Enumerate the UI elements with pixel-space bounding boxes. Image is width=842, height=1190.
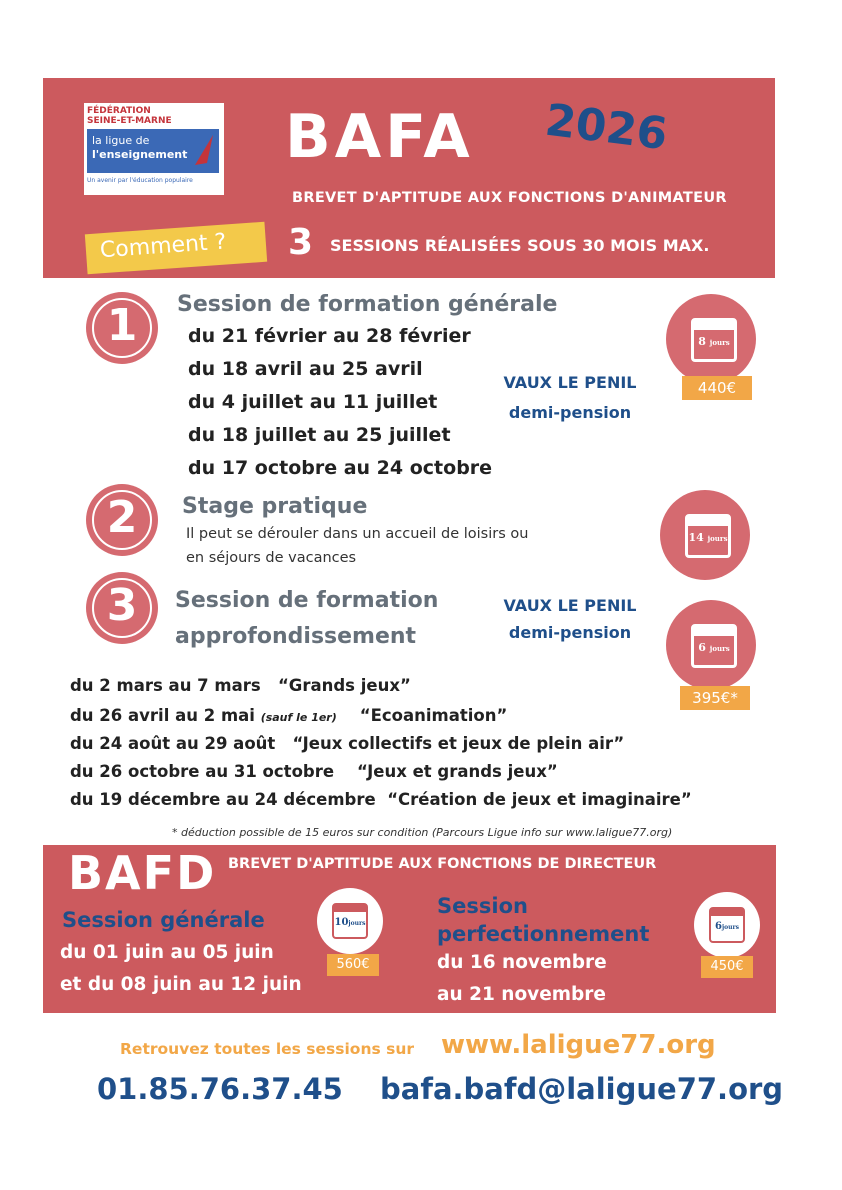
bafd-perf-price: 450€ — [701, 956, 753, 978]
calendar-bar — [334, 905, 366, 912]
bafa-title: BAFA — [285, 102, 474, 172]
calendar-icon — [691, 318, 737, 362]
session1-days-unit: jours — [709, 338, 730, 347]
row-dates: du 26 avril au 2 mai — [70, 706, 255, 725]
session3-number: 3 — [106, 580, 138, 631]
bafd-general-calendar — [317, 888, 383, 954]
ligue-logo — [84, 103, 224, 195]
bafd-perf-title: Session — [437, 894, 528, 918]
bafd-general-date: du 01 juin au 05 juin — [60, 942, 274, 963]
session3-calendar — [666, 600, 756, 690]
session1-title: Session de formation générale — [177, 292, 558, 317]
session3-place: VAUX LE PENIL — [503, 596, 637, 615]
bafd-perf-days — [711, 921, 743, 932]
session1-date: du 17 octobre au 24 octobre — [188, 457, 493, 479]
bafd-general-title: Session générale — [62, 908, 265, 932]
bafd-perf-calendar — [694, 892, 760, 958]
logo-blue-block — [87, 129, 219, 173]
session1-badge — [86, 292, 158, 364]
session3-row — [70, 676, 411, 695]
row-dates: du 2 mars au 7 mars — [70, 676, 261, 695]
logo-line1: la ligue de — [92, 134, 150, 147]
session1-price: 440€ — [682, 376, 752, 400]
calendar-bar — [694, 321, 734, 330]
logo-region-text: SEINE-ET-MARNE — [87, 116, 172, 126]
logo-line2: l'enseignement — [92, 148, 188, 161]
session1-calendar — [666, 294, 756, 384]
session2-calendar — [660, 490, 750, 580]
session3-days-unit: jours — [709, 644, 730, 653]
row-theme: “Jeux et grands jeux” — [357, 762, 558, 781]
row-theme: “Ecoanimation” — [359, 706, 508, 725]
session1-date: du 18 juillet au 25 juillet — [188, 424, 451, 446]
bafd-general-days — [334, 917, 366, 928]
bafd-general-days-unit: jours — [348, 920, 366, 927]
footer-url-link[interactable]: www.laligue77.org — [441, 1030, 716, 1060]
row-dates: du 19 décembre au 24 décembre — [70, 790, 376, 809]
phone-number[interactable]: 01.85.76.37.45 — [97, 1072, 343, 1106]
bafa-subtitle: BREVET D'APTITUDE AUX FONCTIONS D'ANIMATEUR — [292, 190, 727, 206]
calendar-icon — [709, 907, 745, 943]
row-theme: “Grands jeux” — [277, 676, 411, 695]
footer-text: Retrouvez toutes les sessions sur — [120, 1040, 415, 1058]
bafd-perf-title: perfectionnement — [437, 922, 650, 946]
session3-price: 395€* — [680, 686, 750, 710]
session2-desc: Il peut se dérouler dans un accueil de loisirs ou — [186, 526, 529, 542]
row-dates: du 26 octobre au 31 octobre — [70, 762, 335, 781]
session3-title: Session de formation — [175, 588, 439, 613]
session3-days-number: 6 — [698, 641, 706, 654]
row-theme: “Création de jeux et imaginaire” — [387, 790, 692, 809]
calendar-icon — [691, 624, 737, 668]
session1-board: demi-pension — [508, 403, 632, 422]
comment-text: Comment ? — [99, 229, 228, 264]
session3-badge — [86, 572, 158, 644]
bafd-perf-days-number: 6 — [714, 921, 722, 932]
bafd-general-date: et du 08 juin au 12 juin — [60, 974, 302, 995]
session2-days-unit: jours — [707, 534, 728, 543]
footnote: * déduction possible de 15 euros sur condition (Parcours Ligue info sur www.laligue77.org) — [172, 826, 673, 839]
session2-days-number: 14 — [688, 531, 704, 544]
session1-number: 1 — [106, 300, 138, 351]
session1-date: du 21 février au 28 février — [188, 325, 471, 347]
logo-federation — [87, 106, 172, 126]
bafd-perf-date: au 21 novembre — [437, 984, 606, 1005]
session3-row — [70, 706, 507, 725]
bafd-subtitle: BREVET D'APTITUDE AUX FONCTIONS DE DIRECTEUR — [228, 856, 657, 872]
logo-arrow-icon — [191, 133, 217, 169]
session3-days — [694, 641, 734, 654]
bafd-general-days-number: 10 — [334, 917, 349, 928]
session2-desc: en séjours de vacances — [186, 550, 357, 566]
session3-row — [70, 734, 624, 753]
session2-title: Stage pratique — [182, 494, 368, 519]
calendar-icon — [332, 903, 368, 939]
session3-row — [70, 790, 692, 809]
session1-place: VAUX LE PENIL — [503, 373, 637, 392]
bafd-title: BAFD — [68, 846, 217, 900]
logo-tagline: Un avenir par l'éducation populaire — [87, 177, 193, 184]
sessions-text: SESSIONS RÉALISÉES SOUS 30 MOIS MAX. — [330, 236, 710, 255]
calendar-bar — [694, 627, 734, 636]
session3-row — [70, 762, 558, 781]
calendar-bar — [711, 909, 743, 916]
session3-board: demi-pension — [508, 623, 632, 642]
row-note: (sauf le 1er) — [260, 711, 337, 724]
bafd-general-price: 560€ — [327, 954, 379, 976]
session2-number: 2 — [106, 492, 138, 543]
year-label: 2026 — [542, 94, 671, 161]
sessions-number: 3 — [288, 222, 314, 263]
session1-days — [694, 335, 734, 348]
row-theme: “Jeux collectifs et jeux de plein air” — [292, 734, 625, 753]
row-dates: du 24 août au 29 août — [70, 734, 276, 753]
session1-date: du 4 juillet au 11 juillet — [188, 391, 438, 413]
logo-federation-text: FÉDÉRATION — [87, 106, 151, 116]
session2-days — [688, 531, 728, 544]
session2-badge — [86, 484, 158, 556]
session1-days-number: 8 — [698, 335, 706, 348]
session3-title: approfondissement — [175, 624, 417, 649]
bafd-perf-date: du 16 novembre — [437, 952, 607, 973]
bafd-perf-days-unit: jours — [721, 924, 740, 931]
calendar-icon — [685, 514, 731, 558]
email-link[interactable]: bafa.bafd@laligue77.org — [380, 1072, 784, 1106]
session1-date: du 18 avril au 25 avril — [188, 358, 423, 380]
calendar-bar — [688, 517, 728, 526]
